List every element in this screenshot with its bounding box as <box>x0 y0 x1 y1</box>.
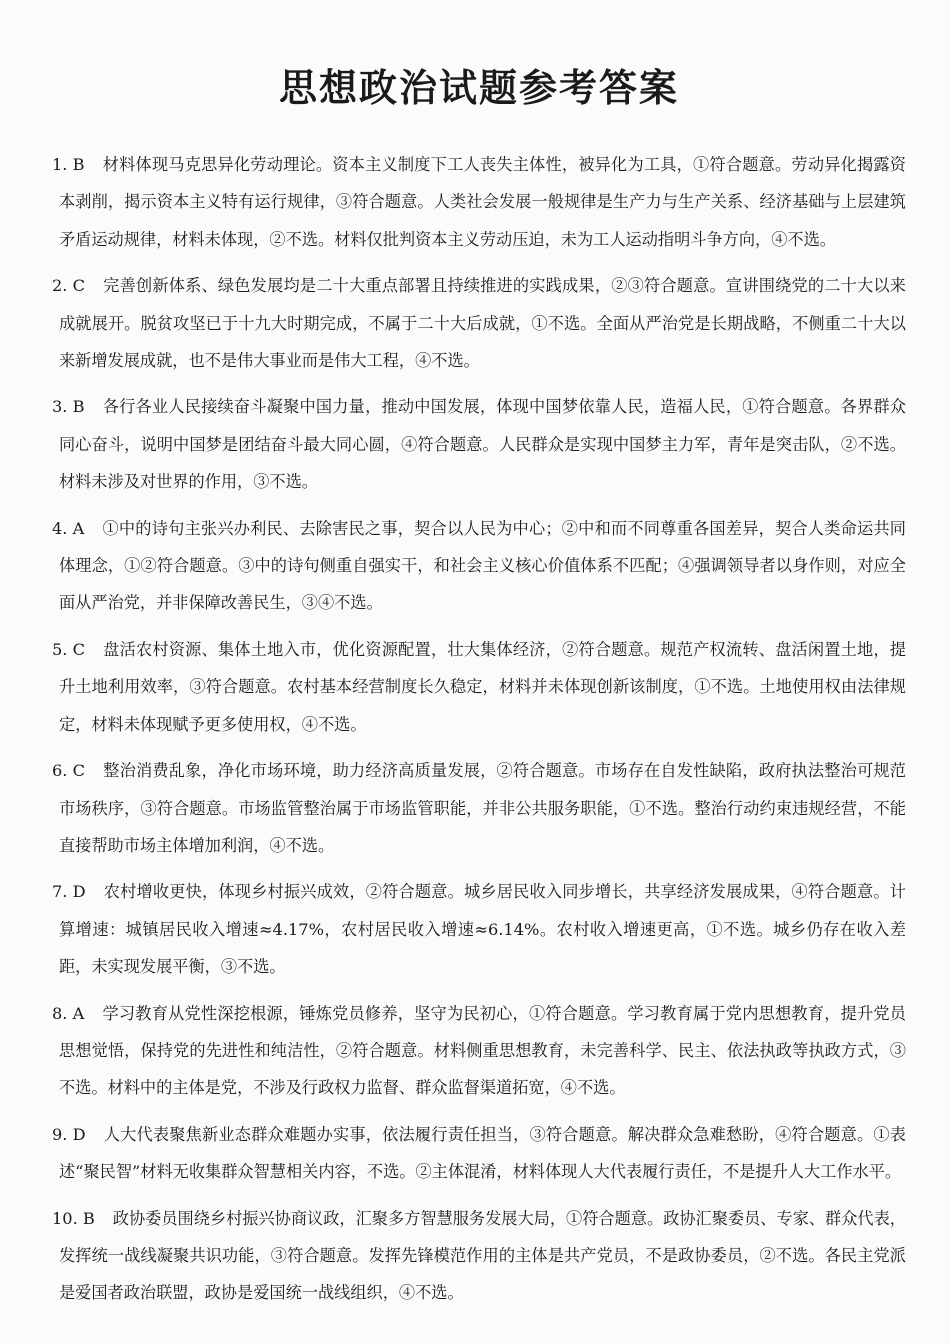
answer-explanation: 农村增收更快，体现乡村振兴成效，②符合题意。城乡居民收入同步增长，共享经济发展成果，④符合题意。计算增速：城镇居民收入增速≈4.17%，农村居民收入增速≈6.14%。农村收入增速更高，①不选。城乡仍存在收入差距，未实现发展平衡，③不选。 <box>59 882 906 977</box>
answer-explanation: ①中的诗句主张兴办利民、去除害民之事，契合以人民为中心；②中和而不同尊重各国差异，契合人类命运共同体理念，①②符合题意。③中的诗句侧重自强实干，和社会主义核心价值体系不匹配；④强调领导者以身作则，对应全面从严治党，并非保障改善民生，③④不选。 <box>59 518 906 613</box>
answer-number: 9. D <box>52 1124 86 1144</box>
answer-item-8 <box>52 995 906 1107</box>
answer-list <box>52 146 906 1312</box>
answer-number: 3. B <box>52 397 85 417</box>
answer-item-10 <box>52 1200 906 1312</box>
answer-explanation: 完善创新体系、绿色发展均是二十大重点部署且持续推进的实践成果，②③符合题意。宣讲围绕党的二十大以来成就展开。脱贫攻坚已于十九大时期完成，不属于二十大后成就，①不选。全面从严治党是长期战略，不侧重二十大以来新增发展成就，也不是伟大事业而是伟大工程，④不选。 <box>59 276 906 371</box>
answer-number: 2. C <box>52 276 85 296</box>
answer-number: 8. A <box>52 1003 85 1023</box>
answer-item-2 <box>52 267 906 379</box>
answer-explanation: 人大代表聚焦新业态群众难题办实事，依法履行责任担当，③符合题意。解决群众急难愁盼，④符合题意。①表述“聚民智”材料无收集群众智慧相关内容，不选。②主体混淆，材料体现人大代表履行责任，不是提升人大工作水平。 <box>59 1124 906 1182</box>
answer-explanation: 各行各业人民接续奋斗凝聚中国力量，推动中国发展，体现中国梦依靠人民，造福人民，①符合题意。各界群众同心奋斗，说明中国梦是团结奋斗最大同心圆，④符合题意。人民群众是实现中国梦主力军，青年是突击队，②不选。材料未涉及对世界的作用，③不选。 <box>59 397 906 492</box>
answer-explanation: 整治消费乱象，净化市场环境，助力经济高质量发展，②符合题意。市场存在自发性缺陷，政府执法整治可规范市场秩序，③符合题意。市场监管整治属于市场监管职能，并非公共服务职能，①不选。整治行动约束违规经营，不能直接帮助市场主体增加利润，④不选。 <box>59 761 906 855</box>
page-title: 思想政治试题参考答案 <box>278 65 679 110</box>
answer-explanation: 盘活农村资源、集体土地入市，优化资源配置，壮大集体经济，②符合题意。规范产权流转、盘活闲置土地，提升土地利用效率，③符合题意。农村基本经营制度长久稳定，材料并未体现创新该制度，①不选。土地使用权由法律规定，材料未体现赋予更多使用权，④不选。 <box>59 639 906 734</box>
answer-number: 1. B <box>52 155 85 174</box>
answer-number: 10. B <box>52 1208 95 1228</box>
answer-item-3 <box>52 388 906 500</box>
answer-number: 7. D <box>52 882 86 902</box>
answer-item-6 <box>52 752 906 864</box>
answer-explanation: 材料体现马克思异化劳动理论。资本主义制度下工人丧失主体性，被异化为工具，①符合题意。劳动异化揭露资本剥削，揭示资本主义特有运行规律，③符合题意。人类社会发展一般规律是生产力与生产关系、经济基础与上层建筑矛盾运动规律，材料未体现，②不选。材料仅批判资本主义劳动压迫，未为工人运动指明斗争方向，④不选。 <box>59 155 906 249</box>
answer-number: 4. A <box>52 518 85 538</box>
answer-item-4 <box>52 510 906 622</box>
answer-item-5 <box>52 631 906 743</box>
answer-explanation: 学习教育从党性深挖根源，锤炼党员修养，坚守为民初心，①符合题意。学习教育属于党内思想教育，提升党员思想觉悟，保持党的先进性和纯洁性，②符合题意。材料侧重思想教育，未完善科学、民主、依法执政等执政方式，③不选。材料中的主体是党，不涉及行政权力监督、群众监督渠道拓宽，④不选。 <box>59 1003 906 1098</box>
answer-explanation: 政协委员围绕乡村振兴协商议政，汇聚多方智慧服务发展大局，①符合题意。政协汇聚委员、专家、群众代表，发挥统一战线凝聚共识功能，③符合题意。发挥先锋模范作用的主体是共产党员，不是政协委员，②不选。各民主党派是爱国者政治联盟，政协是爱国统一战线组织，④不选。 <box>59 1208 906 1303</box>
answer-number: 5. C <box>52 639 85 659</box>
answer-number: 6. C <box>52 761 85 781</box>
answer-item-9 <box>52 1116 906 1191</box>
answer-item-7 <box>52 873 906 985</box>
answer-item-1 <box>52 146 906 258</box>
